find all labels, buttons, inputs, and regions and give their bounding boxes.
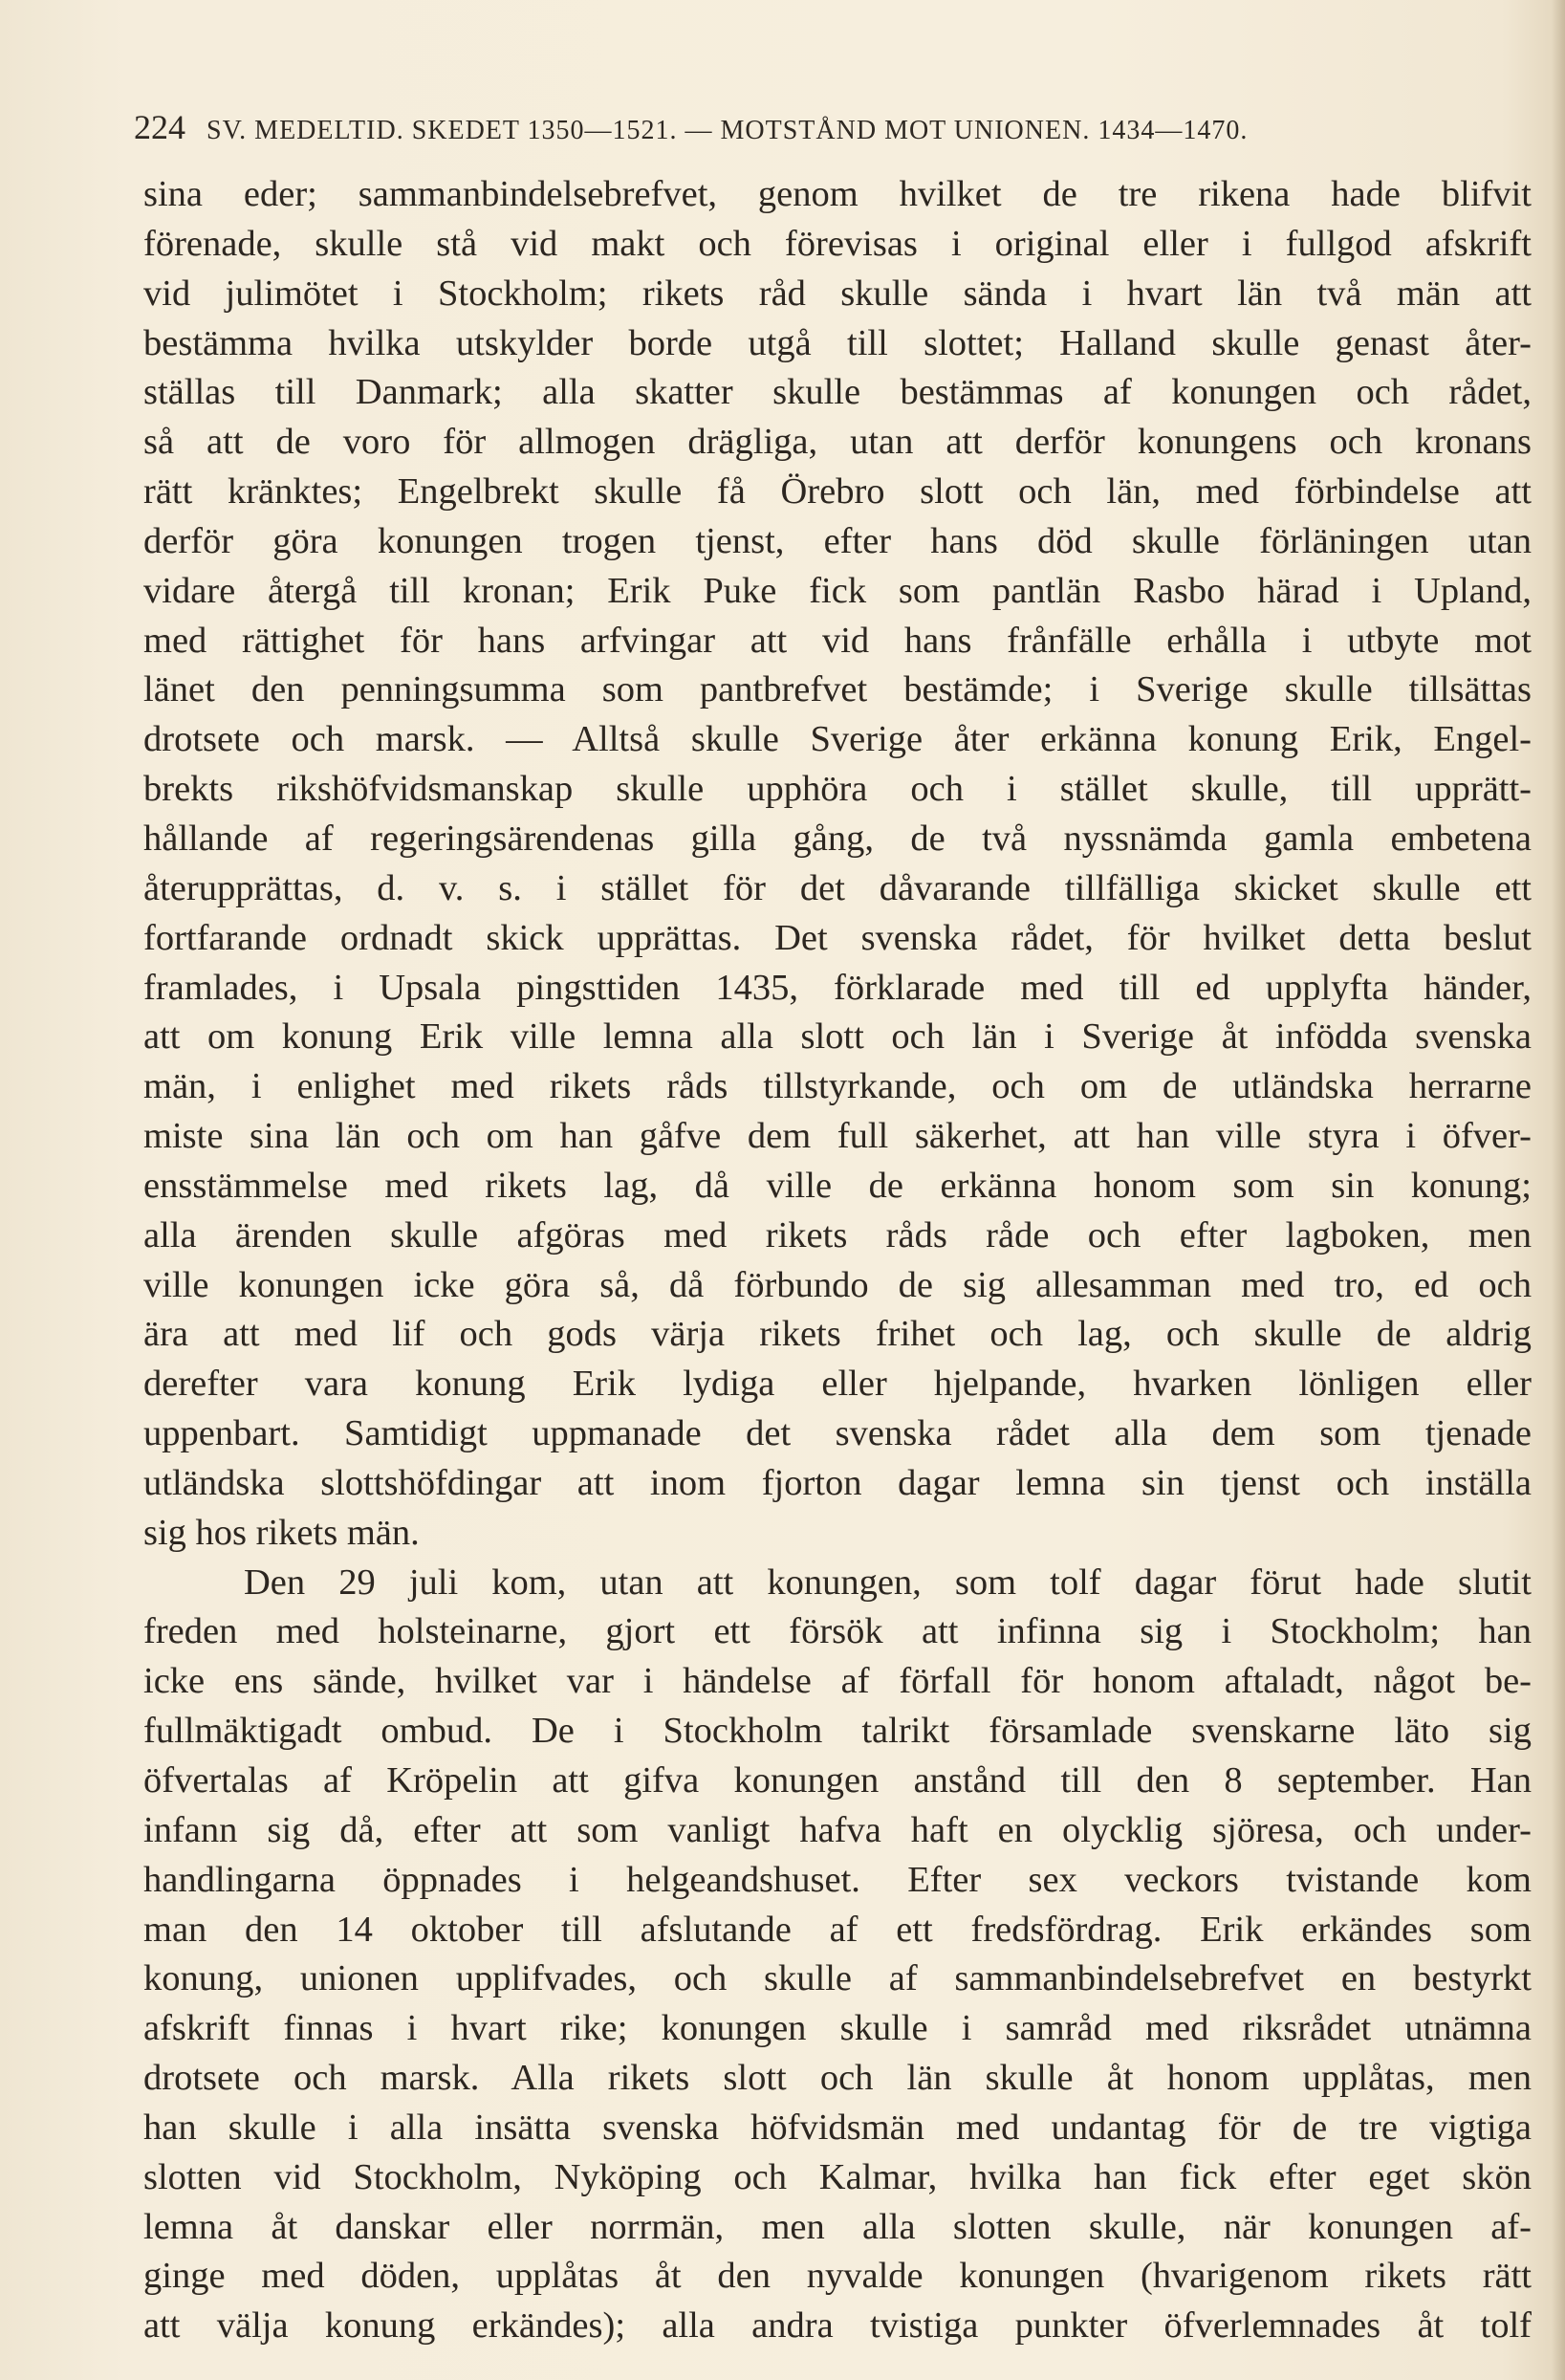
body-text: [143, 170, 1532, 2351]
text-line: freden med holsteinarne, gjort ett försök att infinna sig i Stockholm; han: [143, 1611, 1532, 1652]
text-line: män, i enlighet med rikets råds tillstyrkande, och om de utländska herrarne: [143, 1066, 1532, 1107]
text-line: fortfarande ordnadt skick upprättas. Det svenska rådet, för hvilket detta beslut: [143, 917, 1532, 958]
text-line: ställas till Danmark; alla skatter skulle bestämmas af konungen och rådet,: [143, 372, 1532, 413]
text-line: öfvertalas af Kröpelin att gifva konungen anstånd till den 8 september. Han: [143, 1760, 1532, 1801]
text-line: rätt kränktes; Engelbrekt skulle få Örebro slott och län, med förbindelse att: [143, 471, 1532, 513]
text-line: ära att med lif och gods värja rikets frihet och lag, och skulle de aldrig: [143, 1314, 1532, 1355]
text-line: vid julimötet i Stockholm; rikets råd skulle sända i hvart län två män att: [143, 273, 1532, 314]
text-line: fullmäktigadt ombud. De i Stockholm talrikt församlade svenskarne läto sig: [143, 1711, 1532, 1752]
running-title: SV. MEDELTID. SKEDET 1350—1521. — MOTSTÅND MOT UNIONEN. 1434—1470.: [206, 116, 1249, 145]
text-line: drotsete och marsk. Alla rikets slott och län skulle åt honom upplåtas, men: [143, 2058, 1532, 2099]
text-line: så att de voro för allmogen drägliga, utan att derför konungens och kronans: [143, 422, 1532, 463]
text-line: man den 14 oktober till afslutande af ett fredsfördrag. Erik erkändes som: [143, 1909, 1532, 1950]
running-header: [134, 107, 1530, 155]
text-line: afskrift finnas i hvart rike; konungen skulle i samråd med riksrådet utnämna: [143, 2008, 1532, 2049]
text-line: att välja konung erkändes); alla andra tvistiga punkter öfverlemnades åt tolf: [143, 2305, 1532, 2347]
text-line: ensstämmelse med rikets lag, då ville de erkänna honom som sin konung;: [143, 1165, 1532, 1206]
text-line: drotsete och marsk. — Alltså skulle Sverige åter erkänna konung Erik, Engel-: [143, 719, 1532, 760]
text-line: icke ens sände, hvilket var i händelse af förfall för honom aftaladt, något be-: [143, 1661, 1532, 1702]
text-line: han skulle i alla insätta svenska höfvidsmän med undantag för de tre vigtiga: [143, 2107, 1532, 2148]
text-line: hållande af regeringsärendenas gilla gång, de två nyssnämda gamla embetena: [143, 818, 1532, 859]
text-line: handlingarna öppnades i helgeandshuset. Efter sex veckors tvistande kom: [143, 1859, 1532, 1900]
text-line: infann sig då, efter att som vanligt hafva haft en olycklig sjöresa, och under-: [143, 1809, 1532, 1850]
text-line: med rättighet för hans arfvingar att vid hans frånfälle erhålla i utbyte mot: [143, 620, 1532, 661]
text-line: vidare återgå till kronan; Erik Puke fick som pantlän Rasbo härad i Upland,: [143, 570, 1532, 611]
text-line: sina eder; sammanbindelsebrefvet, genom hvilket de tre rikena hade blifvit: [143, 174, 1532, 214]
text-line: konung, unionen upplifvades, och skulle af sammanbindelsebrefvet en bestyrkt: [143, 1958, 1532, 1999]
text-line-paragraph-start: Den 29 juli kom, utan att konungen, som tolf dagar förut hade slutit: [244, 1561, 1532, 1603]
page-edge-shadow: [1552, 0, 1565, 2380]
text-line-paragraph-end: sig hos rikets män.: [143, 1512, 420, 1553]
text-line: återupprättas, d. v. s. i stället för det dåvarande tillfälliga skicket skulle ett: [143, 867, 1532, 908]
text-line: länet den penningsumma som pantbrefvet bestämde; i Sverige skulle tillsättas: [143, 669, 1532, 710]
text-line: derför göra konungen trogen tjenst, efter hans död skulle förläningen utan: [143, 520, 1532, 561]
text-line: utländska slottshöfdingar att inom fjorton dagar lemna sin tjenst och inställa: [143, 1462, 1532, 1503]
text-line: förenade, skulle stå vid makt och förevisas i original eller i fullgod afskrift: [143, 223, 1532, 264]
text-line: lemna åt danskar eller norrmän, men alla slotten skulle, när konungen af-: [143, 2206, 1532, 2247]
page-number: 224: [134, 108, 185, 146]
text-line: att om konung Erik ville lemna alla slott och län i Sverige åt infödda svenska: [143, 1016, 1532, 1058]
text-line: alla ärenden skulle afgöras med rikets råds råde och efter lagboken, men: [143, 1214, 1532, 1256]
text-line: ginge med döden, upplåtas åt den nyvalde konungen (hvarigenom rikets rätt: [143, 2256, 1532, 2297]
text-line: bestämma hvilka utskylder borde utgå till slottet; Halland skulle genast åter-: [143, 322, 1532, 363]
text-line: uppenbart. Samtidigt uppmanade det svenska rådet alla dem som tjenade: [143, 1413, 1532, 1454]
text-line: framlades, i Upsala pingsttiden 1435, förklarade med till ed upplyfta händer,: [143, 967, 1532, 1008]
text-line: ville konungen icke göra så, då förbundo de sig allesamman med tro, ed och: [143, 1264, 1532, 1305]
text-line: derefter vara konung Erik lydiga eller hjelpande, hvarken lönligen eller: [143, 1364, 1532, 1405]
text-line: miste sina län och om han gåfve dem full säkerhet, att han ville styra i öfver-: [143, 1116, 1532, 1157]
text-line: brekts rikshöfvidsmanskap skulle upphöra och i stället skulle, till upprätt-: [143, 769, 1532, 810]
text-line: slotten vid Stockholm, Nyköping och Kalmar, hvilka han fick efter eget skön: [143, 2156, 1532, 2197]
